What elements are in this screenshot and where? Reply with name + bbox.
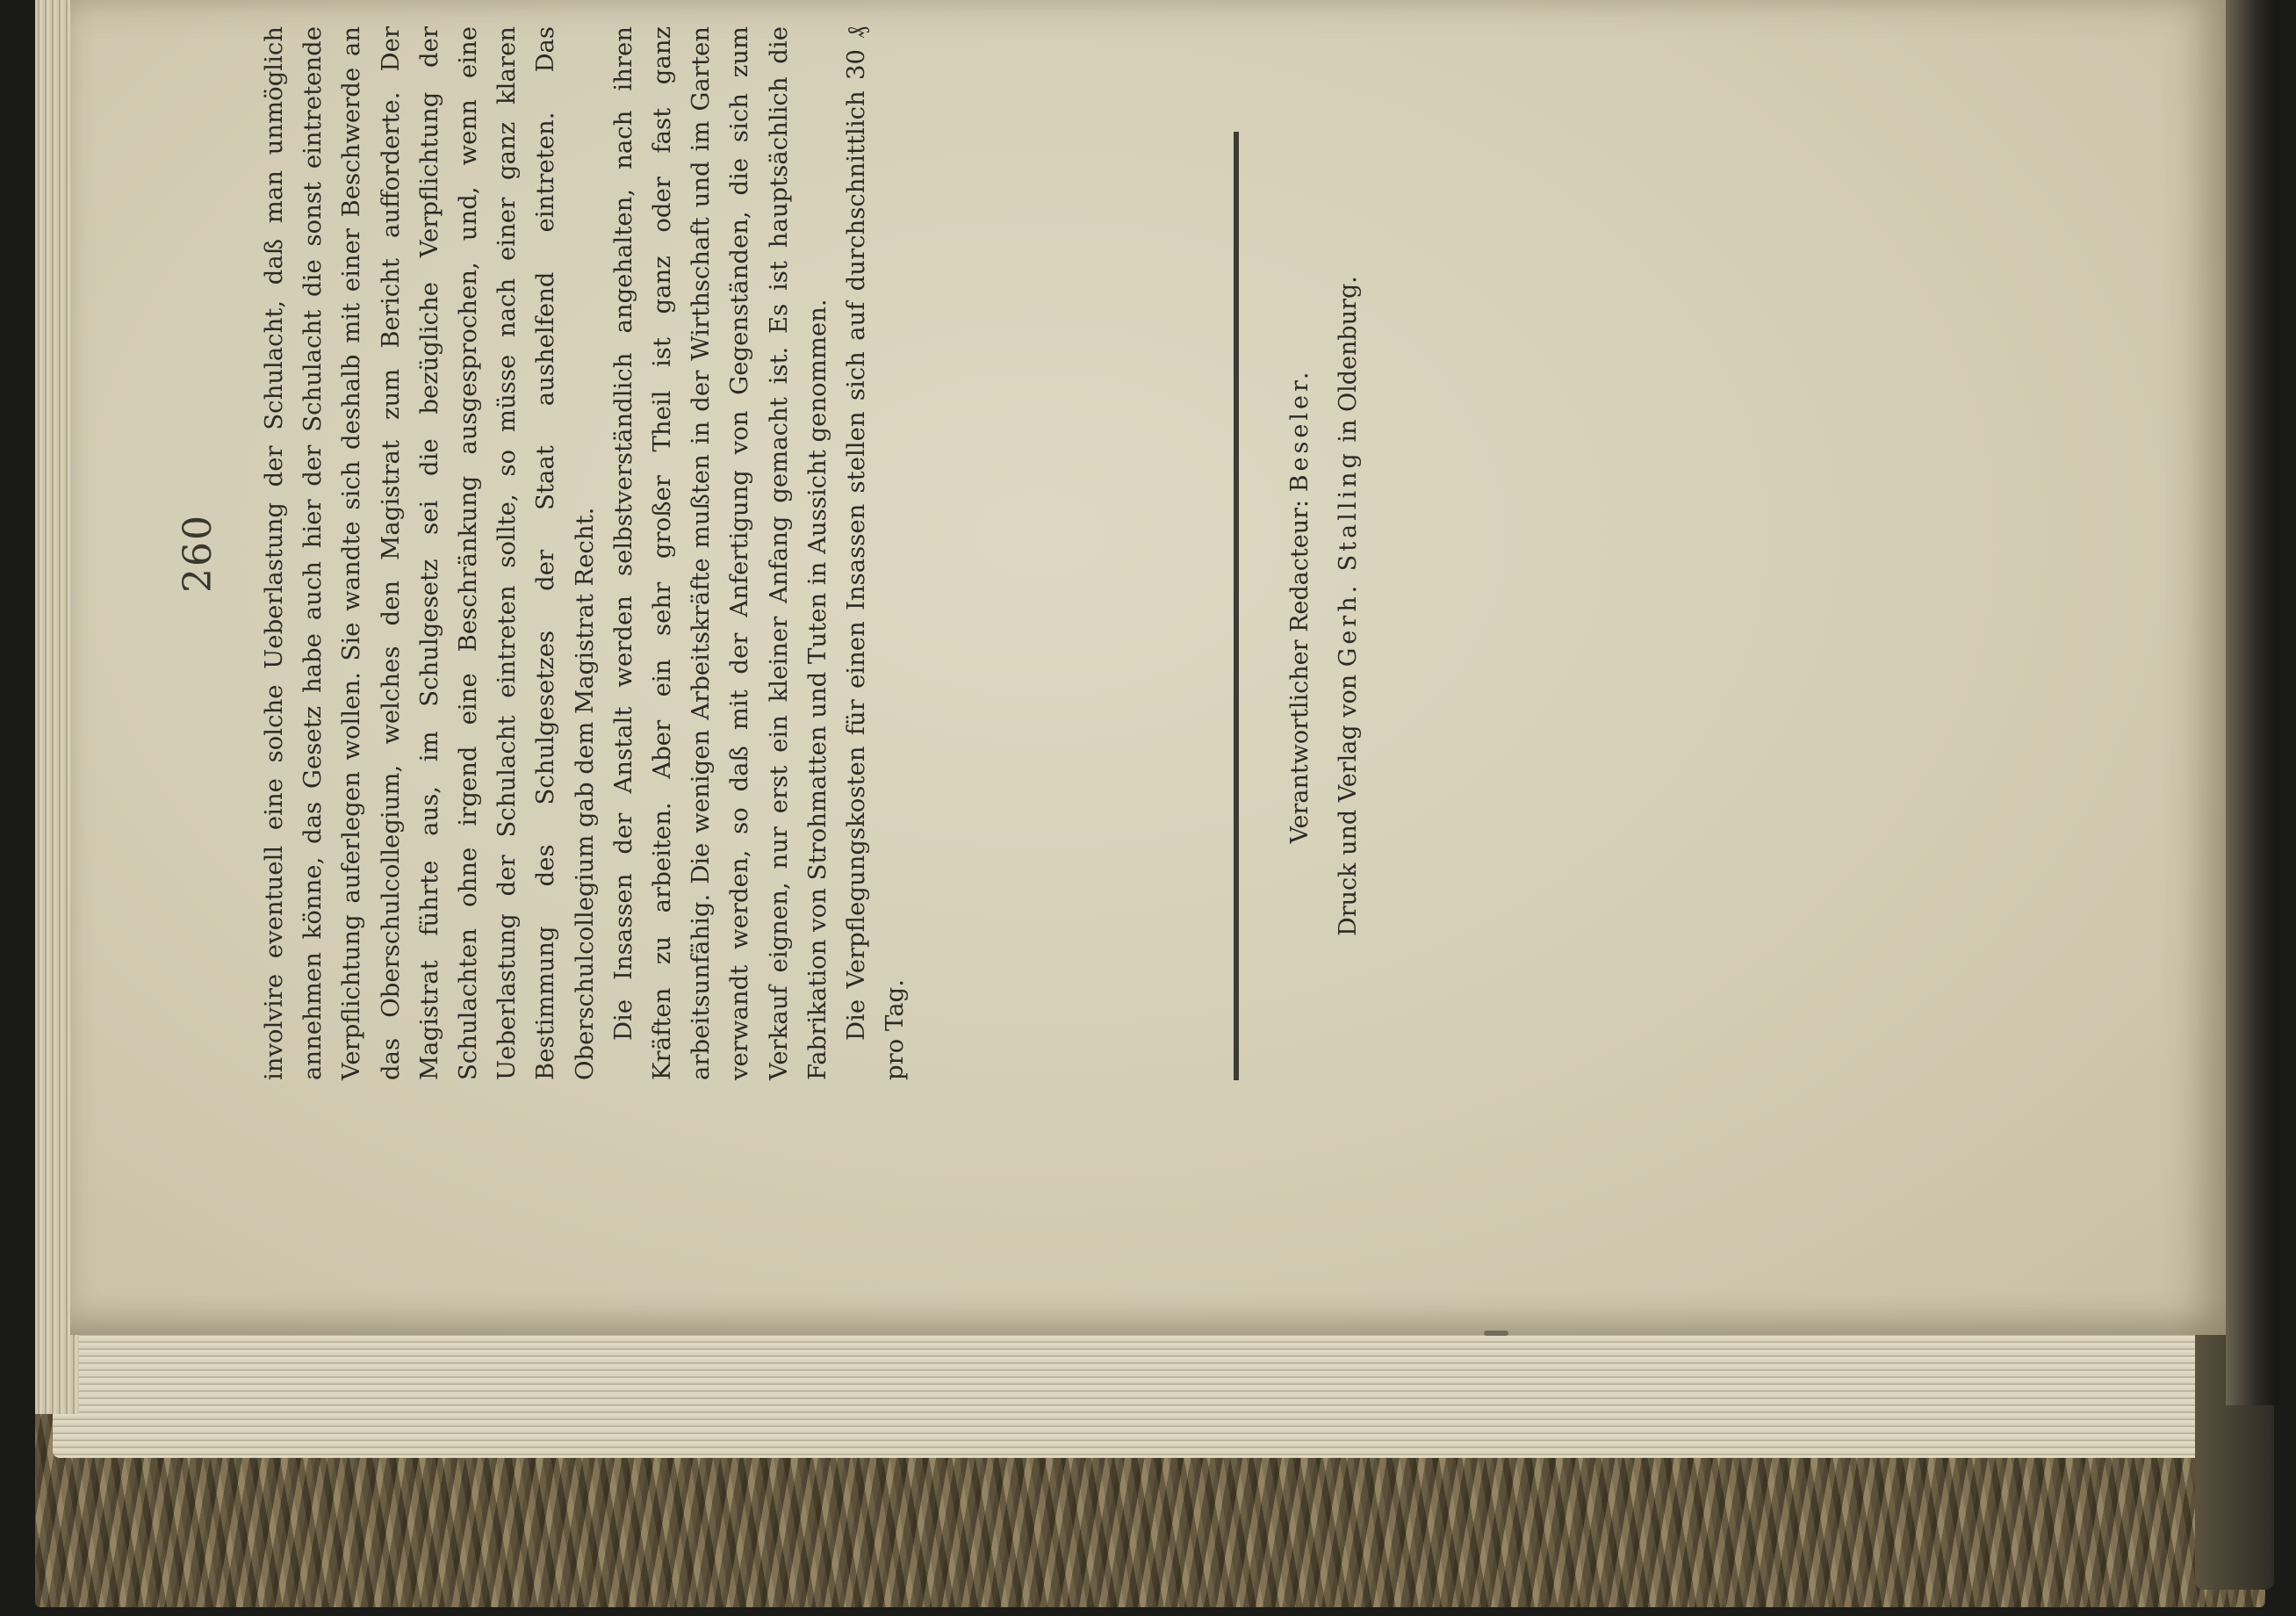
page-block-edges: [53, 1317, 2239, 1458]
editor-name: Beseler.: [1286, 368, 1314, 493]
printer-line: [1335, 132, 1362, 1080]
imprint-block: [1238, 26, 1466, 1080]
printer-suffix: in Oldenburg.: [1335, 276, 1362, 443]
rotated-text-block: [176, 26, 1238, 1080]
editor-label: Verantwortlicher Redacteur:: [1286, 499, 1314, 844]
paragraph-1: involvire eventuell eine solche Ueberlastung der Schulacht, daß man unmöglich annehmen könne, das Gesetz habe auch hier der Schulacht die sonst eintretende Verpflichtung auferlegen wollen. Sie wandte sich deshalb mit einer Beschwerde an das Oberschulcollegium, welches den Magistrat zum Bericht aufforderte. Der Magistrat führte aus, im Schulgesetz sei die bezügliche Verpflichtung der Schulachten ohne irgend eine Beschränkung ausgesprochen, und, wenn eine Ueberlastung der Schulacht eintreten sollte, so müsse nach einer ganz klaren Bestimmung des Schulgesetzes der Staat aushelfend eintreten. Das Oberschulcollegium gab dem Magistrat Recht.: [260, 26, 599, 1080]
paper-smudge: [1484, 1331, 1508, 1336]
printer-prefix: Druck und Verlag von: [1335, 674, 1362, 936]
page-number: 260: [176, 514, 220, 593]
editor-line: [1286, 132, 1314, 1080]
book-spine: [2226, 0, 2278, 1405]
printer-name: Gerh. Stalling: [1335, 450, 1362, 667]
body-text: [255, 26, 914, 1080]
paragraph-3: Die Verpflegungskosten für einen Insassen stellen sich auf durchschnittlich 30 ₰ pro Tag.: [842, 26, 910, 1080]
separator-rule: [1234, 132, 1239, 1080]
paragraph-2: Die Insassen der Anstalt werden selbstverständlich angehalten, nach ihren Kräften zu arbeiten. Aber ein sehr großer Theil ist ganz oder fast ganz arbeitsunfähig. Die wenigen Arbeitskräfte mußten in der Wirthschaft und im Garten verwandt werden, so daß mit der Anfertigung von Gegenständen, die sich zum Verkauf eignen, nur erst ein kleiner Anfang gemacht ist. Es ist hauptsächlich die Fabrikation von Strohmatten und Tuten in Aussicht genommen.: [608, 26, 831, 1080]
